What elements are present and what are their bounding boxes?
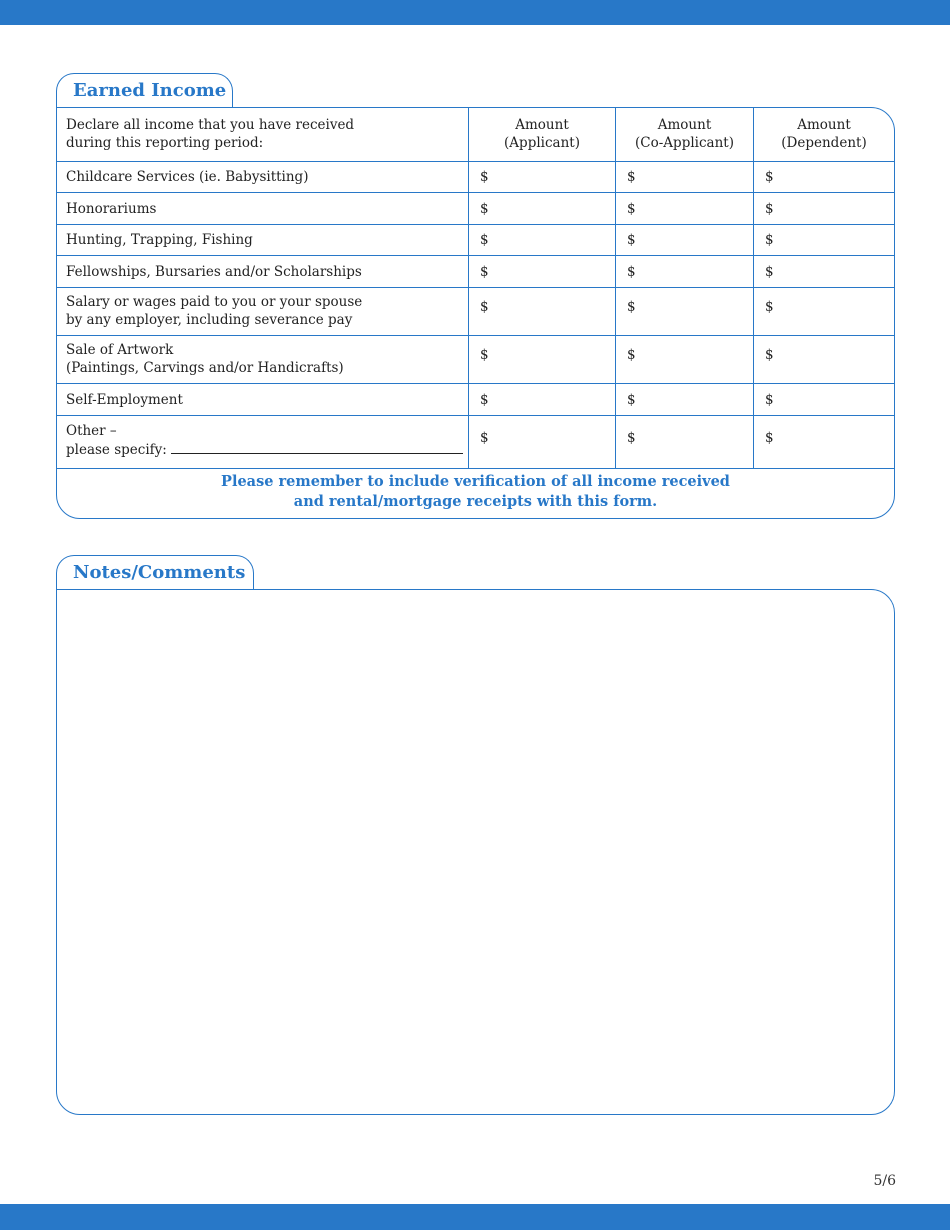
verification-reminder: Please remember to include verification of all income received and rental/mortgage receipts with this form. [221, 473, 730, 510]
row-label: Sale of Artwork (Paintings, Carvings and/or Handicrafts) [66, 342, 344, 376]
table-row-salary [57, 288, 894, 336]
other-specify-field[interactable] [171, 440, 463, 454]
table-row-honorariums [57, 193, 894, 225]
row-label: Honorariums [66, 200, 157, 217]
table-header-row [57, 108, 894, 162]
dependent-amount-field[interactable]: $ [753, 256, 894, 287]
top-banner [0, 0, 950, 25]
coapplicant-amount-field[interactable]: $ [615, 288, 753, 335]
notes-tab [56, 555, 254, 590]
table-row-other [57, 416, 894, 469]
dependent-amount-field[interactable]: $ [753, 384, 894, 415]
bottom-banner [0, 1204, 950, 1230]
dependent-amount-field[interactable]: $ [753, 193, 894, 224]
applicant-amount-field[interactable]: $ [468, 256, 615, 287]
coapplicant-amount-field[interactable]: $ [615, 256, 753, 287]
notes-title: Notes/Comments [73, 562, 246, 583]
table-row-childcare [57, 162, 894, 193]
applicant-amount-field[interactable]: $ [468, 225, 615, 255]
earned-income-tab [56, 73, 233, 108]
row-label: Childcare Services (ie. Babysitting) [66, 169, 309, 185]
header-dependent: Amount (Dependent) [753, 108, 894, 161]
notes-comments-box[interactable] [56, 589, 895, 1115]
applicant-amount-field[interactable]: $ [468, 288, 615, 335]
dependent-amount-field[interactable]: $ [753, 416, 894, 468]
header-description: Declare all income that you have received during this reporting period: [66, 117, 355, 151]
table-row-artwork [57, 336, 894, 384]
applicant-amount-field[interactable]: $ [468, 193, 615, 224]
table-row-fellowships [57, 256, 894, 288]
earned-income-panel [56, 107, 895, 519]
coapplicant-amount-field[interactable]: $ [615, 162, 753, 192]
coapplicant-amount-field[interactable]: $ [615, 193, 753, 224]
coapplicant-amount-field[interactable]: $ [615, 225, 753, 255]
applicant-amount-field[interactable]: $ [468, 336, 615, 383]
row-label: Fellowships, Bursaries and/or Scholarships [66, 263, 362, 280]
dependent-amount-field[interactable]: $ [753, 336, 894, 383]
header-applicant: Amount (Applicant) [468, 108, 615, 161]
page-number: 5/6 [873, 1173, 896, 1189]
row-label: Self-Employment [66, 391, 183, 408]
coapplicant-amount-field[interactable]: $ [615, 416, 753, 468]
row-label: Hunting, Trapping, Fishing [66, 232, 253, 248]
earned-income-title: Earned Income [73, 80, 227, 101]
applicant-amount-field[interactable]: $ [468, 162, 615, 192]
header-coapplicant: Amount (Co-Applicant) [615, 108, 753, 161]
row-label: Salary or wages paid to you or your spouse by any employer, including severance pay [66, 294, 363, 328]
coapplicant-amount-field[interactable]: $ [615, 384, 753, 415]
table-row-self-employment [57, 384, 894, 416]
row-label: Other – please specify: [57, 416, 468, 468]
dependent-amount-field[interactable]: $ [753, 162, 894, 192]
applicant-amount-field[interactable]: $ [468, 384, 615, 415]
table-row-hunting [57, 225, 894, 256]
coapplicant-amount-field[interactable]: $ [615, 336, 753, 383]
dependent-amount-field[interactable]: $ [753, 225, 894, 255]
applicant-amount-field[interactable]: $ [468, 416, 615, 468]
dependent-amount-field[interactable]: $ [753, 288, 894, 335]
